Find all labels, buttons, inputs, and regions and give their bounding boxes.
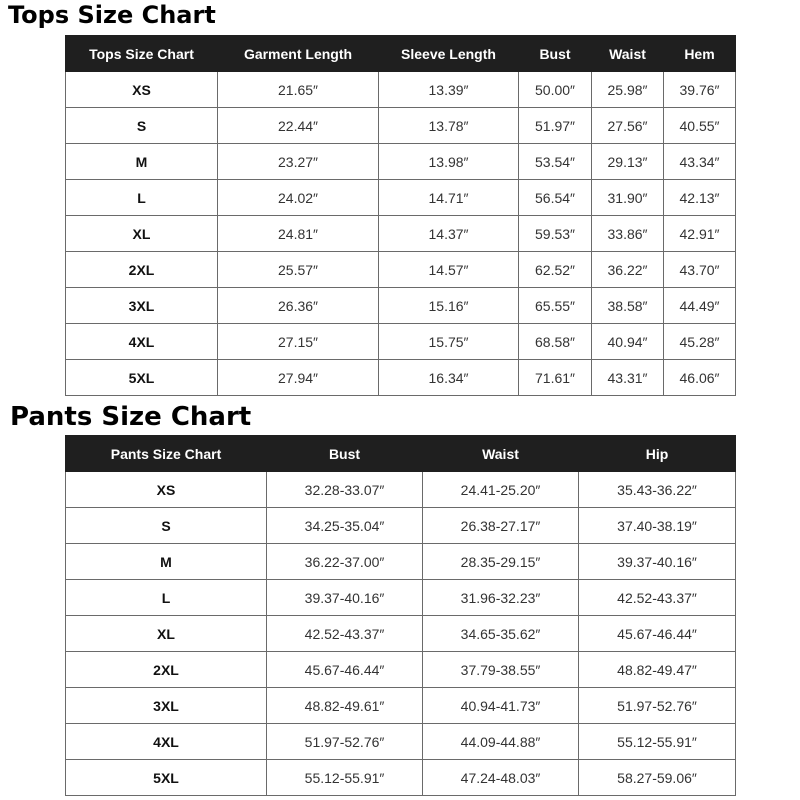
measurement-cell: 42.52-43.37″ [579, 580, 736, 616]
table-row [66, 652, 736, 688]
measurement-cell: 48.82-49.61″ [267, 688, 423, 724]
measurement-cell: 13.78″ [379, 108, 519, 144]
measurement-cell: 37.40-38.19″ [579, 508, 736, 544]
size-label-cell: 2XL [66, 252, 218, 288]
table-row [66, 360, 736, 396]
measurement-cell: 45.67-46.44″ [267, 652, 423, 688]
measurement-cell: 32.28-33.07″ [267, 472, 423, 508]
size-label-cell: 5XL [66, 360, 218, 396]
column-header: Pants Size Chart [66, 436, 267, 472]
size-label-cell: L [66, 180, 218, 216]
measurement-cell: 56.54″ [519, 180, 592, 216]
measurement-cell: 36.22-37.00″ [267, 544, 423, 580]
table-row [66, 108, 736, 144]
pants-section-title: Pants Size Chart [10, 402, 252, 432]
measurement-cell: 51.97-52.76″ [267, 724, 423, 760]
measurement-cell: 24.81″ [218, 216, 379, 252]
measurement-cell: 71.61″ [519, 360, 592, 396]
pants-size-table [65, 435, 736, 796]
measurement-cell: 68.58″ [519, 324, 592, 360]
size-label-cell: 4XL [66, 324, 218, 360]
measurement-cell: 51.97″ [519, 108, 592, 144]
measurement-cell: 14.57″ [379, 252, 519, 288]
size-label-cell: 4XL [66, 724, 267, 760]
measurement-cell: 51.97-52.76″ [579, 688, 736, 724]
table-row [66, 216, 736, 252]
measurement-cell: 36.22″ [592, 252, 664, 288]
measurement-cell: 26.36″ [218, 288, 379, 324]
table-row [66, 580, 736, 616]
measurement-cell: 44.49″ [664, 288, 736, 324]
measurement-cell: 29.13″ [592, 144, 664, 180]
tops-size-table [65, 35, 736, 396]
measurement-cell: 31.90″ [592, 180, 664, 216]
table-row [66, 544, 736, 580]
size-label-cell: XL [66, 216, 218, 252]
table-row [66, 288, 736, 324]
measurement-cell: 39.37-40.16″ [267, 580, 423, 616]
measurement-cell: 13.39″ [379, 72, 519, 108]
size-label-cell: XS [66, 472, 267, 508]
measurement-cell: 25.98″ [592, 72, 664, 108]
measurement-cell: 45.67-46.44″ [579, 616, 736, 652]
measurement-cell: 44.09-44.88″ [423, 724, 579, 760]
measurement-cell: 45.28″ [664, 324, 736, 360]
measurement-cell: 47.24-48.03″ [423, 760, 579, 796]
measurement-cell: 31.96-32.23″ [423, 580, 579, 616]
measurement-cell: 42.13″ [664, 180, 736, 216]
size-label-cell: S [66, 108, 218, 144]
size-label-cell: XL [66, 616, 267, 652]
measurement-cell: 28.35-29.15″ [423, 544, 579, 580]
measurement-cell: 53.54″ [519, 144, 592, 180]
measurement-cell: 14.37″ [379, 216, 519, 252]
measurement-cell: 46.06″ [664, 360, 736, 396]
column-header: Garment Length [218, 36, 379, 72]
table-row [66, 324, 736, 360]
measurement-cell: 43.34″ [664, 144, 736, 180]
measurement-cell: 35.43-36.22″ [579, 472, 736, 508]
size-label-cell: 2XL [66, 652, 267, 688]
measurement-cell: 38.58″ [592, 288, 664, 324]
measurement-cell: 22.44″ [218, 108, 379, 144]
column-header: Waist [423, 436, 579, 472]
column-header: Tops Size Chart [66, 36, 218, 72]
measurement-cell: 39.76″ [664, 72, 736, 108]
size-label-cell: XS [66, 72, 218, 108]
table-row [66, 688, 736, 724]
measurement-cell: 14.71″ [379, 180, 519, 216]
measurement-cell: 42.52-43.37″ [267, 616, 423, 652]
size-label-cell: 3XL [66, 688, 267, 724]
measurement-cell: 24.41-25.20″ [423, 472, 579, 508]
measurement-cell: 27.56″ [592, 108, 664, 144]
measurement-cell: 58.27-59.06″ [579, 760, 736, 796]
table-row [66, 472, 736, 508]
measurement-cell: 65.55″ [519, 288, 592, 324]
table-row [66, 508, 736, 544]
measurement-cell: 15.75″ [379, 324, 519, 360]
measurement-cell: 25.57″ [218, 252, 379, 288]
measurement-cell: 23.27″ [218, 144, 379, 180]
measurement-cell: 55.12-55.91″ [579, 724, 736, 760]
table-row [66, 72, 736, 108]
size-label-cell: M [66, 144, 218, 180]
tops-section-title: Tops Size Chart [8, 1, 216, 29]
measurement-cell: 43.70″ [664, 252, 736, 288]
table-row [66, 180, 736, 216]
size-label-cell: S [66, 508, 267, 544]
measurement-cell: 16.34″ [379, 360, 519, 396]
column-header: Bust [267, 436, 423, 472]
measurement-cell: 33.86″ [592, 216, 664, 252]
measurement-cell: 27.15″ [218, 324, 379, 360]
measurement-cell: 55.12-55.91″ [267, 760, 423, 796]
measurement-cell: 43.31″ [592, 360, 664, 396]
measurement-cell: 40.94″ [592, 324, 664, 360]
measurement-cell: 21.65″ [218, 72, 379, 108]
table-row [66, 252, 736, 288]
size-label-cell: 5XL [66, 760, 267, 796]
measurement-cell: 15.16″ [379, 288, 519, 324]
column-header: Bust [519, 36, 592, 72]
measurement-cell: 40.94-41.73″ [423, 688, 579, 724]
measurement-cell: 42.91″ [664, 216, 736, 252]
table-row [66, 144, 736, 180]
table-row [66, 616, 736, 652]
size-label-cell: 3XL [66, 288, 218, 324]
measurement-cell: 40.55″ [664, 108, 736, 144]
measurement-cell: 59.53″ [519, 216, 592, 252]
measurement-cell: 13.98″ [379, 144, 519, 180]
measurement-cell: 27.94″ [218, 360, 379, 396]
measurement-cell: 24.02″ [218, 180, 379, 216]
measurement-cell: 48.82-49.47″ [579, 652, 736, 688]
column-header: Sleeve Length [379, 36, 519, 72]
table-row [66, 760, 736, 796]
measurement-cell: 50.00″ [519, 72, 592, 108]
measurement-cell: 39.37-40.16″ [579, 544, 736, 580]
measurement-cell: 34.25-35.04″ [267, 508, 423, 544]
measurement-cell: 34.65-35.62″ [423, 616, 579, 652]
measurement-cell: 26.38-27.17″ [423, 508, 579, 544]
measurement-cell: 37.79-38.55″ [423, 652, 579, 688]
table-header-row [66, 36, 736, 72]
column-header: Hem [664, 36, 736, 72]
measurement-cell: 62.52″ [519, 252, 592, 288]
size-label-cell: L [66, 580, 267, 616]
table-header-row [66, 436, 736, 472]
table-row [66, 724, 736, 760]
column-header: Hip [579, 436, 736, 472]
size-label-cell: M [66, 544, 267, 580]
column-header: Waist [592, 36, 664, 72]
